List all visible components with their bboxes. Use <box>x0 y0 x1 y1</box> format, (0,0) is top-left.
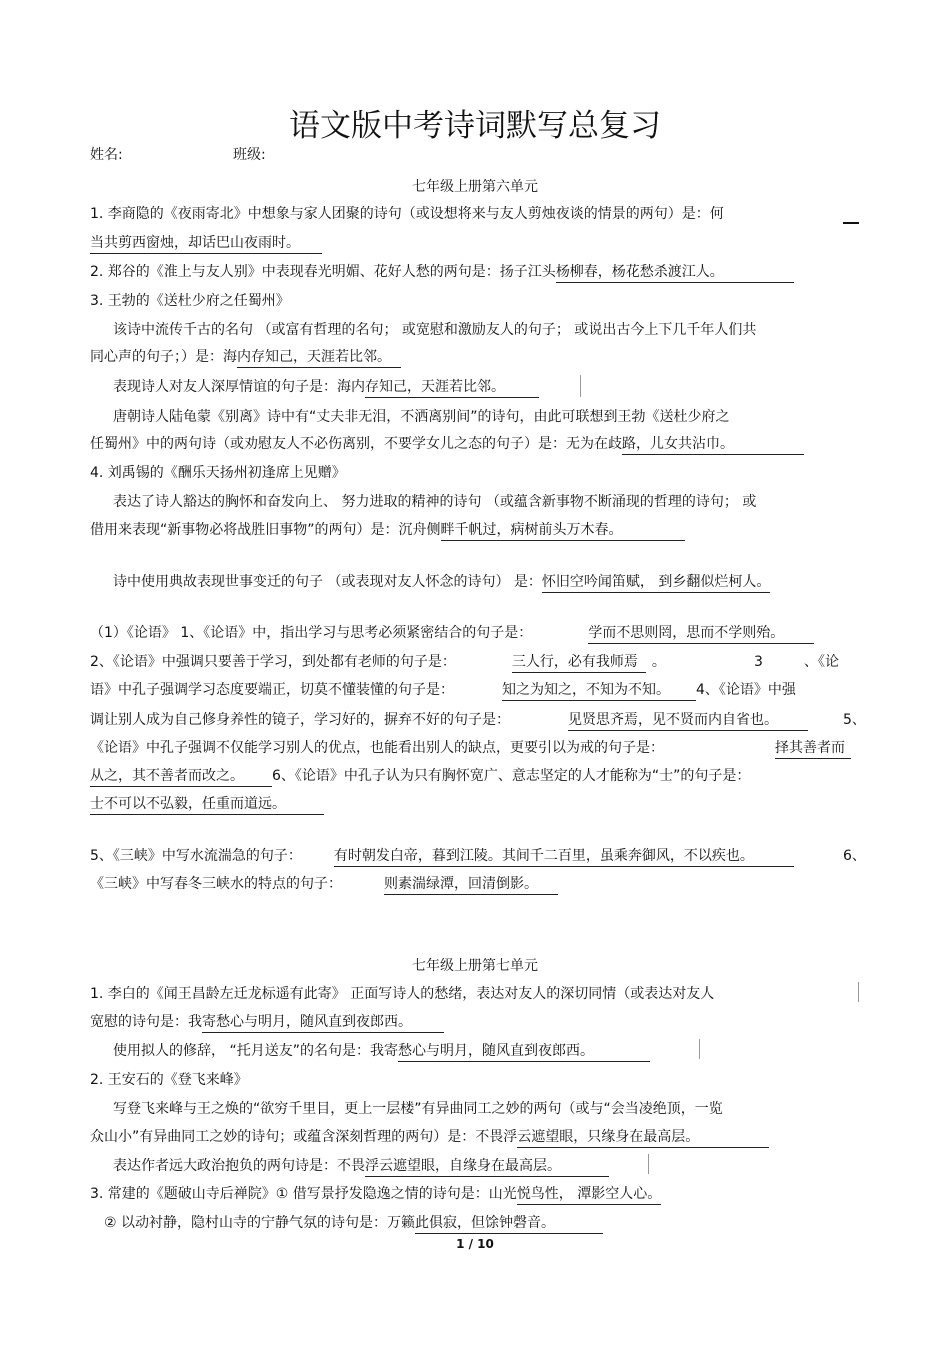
q1-answer: 当共剪西窗烛，却话巴山夜雨时。 <box>90 234 322 254</box>
lunyu3-number: 3 <box>754 654 763 670</box>
q2-question: 2. 郑谷的《淮上与友人别》中表现春光明媚、花好人愁的两句是：扬子江头 <box>90 264 556 280</box>
q4-b-answer: 怀旧空吟闻笛赋， 到乡翻似烂柯人。 <box>542 573 770 593</box>
sanxia6-question: 《三峡》中写春冬三峡水的特点的句子： <box>90 876 342 892</box>
lunyu4-question: 调让别人成为自己修身养性的镜子，学习好的，摒弃不好的句子是： <box>90 712 510 728</box>
u7-q3-b-question: ② 以动衬静，隐村山寺的宁静气氛的诗句是：万籁 <box>104 1215 415 1231</box>
q3-c2-answer: 路，儿女共沾巾。 <box>622 435 804 455</box>
q4-title: 4. 刘禹锡的《酬乐天扬州初逢席上见赠》 <box>90 465 346 481</box>
name-label: 姓名: <box>90 147 123 163</box>
q2-answer: 杨柳春，杨花愁杀渡江人。 <box>556 263 794 283</box>
q4-a2-answer: 畔千帆过，病树前头万木春。 <box>441 521 685 541</box>
margin-mark <box>580 375 581 397</box>
page-title: 语文版中考诗词默写总复习 <box>289 108 661 144</box>
u7-q1-answer: 寄愁心与明月，随风直到夜郎西。 <box>202 1013 444 1033</box>
u7-q2-a2-question: 众山小”有异曲同工之妙的诗句；或蕴含深刻哲理的两句）是：不畏浮 <box>90 1129 518 1145</box>
margin-mark <box>858 982 859 1002</box>
q3-c2-question: 任蜀州》中的两句诗（或劝慰友人不必伤离别，不要学女儿之态的句子）是：无为在歧 <box>90 436 622 452</box>
q4-b-question: 诗中使用典故表现世事变迁的句子 （或表现对友人怀念的诗句） 是： <box>113 574 542 590</box>
u7-q2-title: 2. 王安石的《登飞来峰》 <box>90 1072 248 1088</box>
margin-mark <box>648 1154 649 1174</box>
u7-q3-b-answer: 此俱寂，但馀钟磬音。 <box>415 1214 603 1234</box>
u7-q1-b-question: 使用拟人的修辞， “托月送友”的名句是：我寄 <box>113 1043 398 1059</box>
lunyu2-tail: 。 <box>651 654 666 670</box>
lunyu1-answer: 学而不思则罔，思而不学则殆。 <box>588 624 814 644</box>
page-number: 1 / 10 <box>456 1237 494 1251</box>
q3-a2-answer: 内存知己，天涯若比邻。 <box>237 348 401 368</box>
lunyu4-head: 4、《论语》中强 <box>696 682 796 698</box>
lunyu4-answer: 见贤思齐焉，见不贤而内自省也。 <box>568 711 808 731</box>
u7-q1-question-2: 宽慰的诗句是：我 <box>90 1014 202 1030</box>
q3-a2-question: 同心声的句子；）是：海 <box>90 349 237 365</box>
lunyu5-answer-1: 择其善者而 <box>775 739 851 759</box>
sanxia5-question: 5、《三峡》中写水流湍急的句子： <box>90 848 302 864</box>
u7-q2-a1: 写登飞来峰与王之焕的“欲穷千里目，更上一层楼”有异曲同工之妙的两句（或与“会当凌绝顶，一览 <box>113 1101 723 1117</box>
lunyu6-answer: 士不可以不弘毅，任重而道远。 <box>90 795 324 815</box>
q3-a1: 该诗中流传千古的名句 （或富有哲理的名句； 或宽慰和激励友人的句子； 或说出古今上下几千年人们共 <box>113 322 757 338</box>
u7-q2-b-answer: 浮云遮望眼，自缘身在最高层。 <box>365 1157 609 1177</box>
lunyu5-answer-2: 从之，其不善者而改之。 <box>90 767 272 787</box>
lunyu3-answer: 知之为知之，不知为不知。 <box>502 681 696 701</box>
answer-blank-mark <box>843 222 859 224</box>
lunyu3-head: 、《论 <box>804 654 839 670</box>
lunyu5-question: 《论语》中孔子强调不仅能学习别人的优点，也能看出别人的缺点，更要引以为戒的句子是： <box>90 740 664 756</box>
q3-c1: 唐朝诗人陆龟蒙《别离》诗中有“丈夫非无泪，不洒离别间”的诗句，由此可联想到王勃《送杜少府之 <box>113 409 730 425</box>
q4-a2-question: 借用来表现“新事物必将战胜旧事物”的两句）是：沉舟侧 <box>90 522 441 538</box>
q1-question: 1. 李商隐的《夜雨寄北》中想象与家人团聚的诗句（或设想将来与友人剪烛夜谈的情景的两句）是：何 <box>90 206 724 222</box>
sanxia6-head: 6、 <box>843 848 866 864</box>
u7-q1-b-answer: 愁心与明月，随风直到夜郎西。 <box>398 1042 650 1062</box>
lunyu2-answer: 三人行，必有我师焉 <box>512 653 646 673</box>
lunyu5-head: 5、 <box>843 712 866 728</box>
u7-q2-a2-answer: 云遮望眼，只缘身在最高层。 <box>517 1128 769 1148</box>
u7-q3-question: 3. 常建的《题破山寺后禅院》① 借写景抒发隐逸之情的诗句是：山光 <box>90 1186 517 1202</box>
lunyu6-question: 6、《论语》中孔子认为只有胸怀宽广、意志坚定的人才能称为“士”的句子是： <box>272 768 751 784</box>
q3-b-question: 表现诗人对友人深厚情谊的句子是：海内 <box>113 379 365 395</box>
lunyu3-question: 语》中孔子强调学习态度要端正，切莫不懂装懂的句子是： <box>90 682 454 698</box>
u7-q2-b-question: 表达作者远大政治抱负的两句诗是：不畏 <box>113 1158 365 1174</box>
q4-a1: 表达了诗人豁达的胸怀和奋发向上、 努力进取的精神的诗句 （或蕴含新事物不断涌现的哲理的诗句； 或 <box>113 494 757 510</box>
margin-mark <box>699 1039 700 1059</box>
q3-b-answer: 存知己，天涯若比邻。 <box>365 378 539 398</box>
sanxia5-answer: 有时朝发白帝，暮到江陵。其间千二百里，虽乘奔御风，不以疾也。 <box>334 847 794 867</box>
section-heading-unit7: 七年级上册第七单元 <box>412 958 538 974</box>
u7-q1-question: 1. 李白的《闻王昌龄左迁龙标遥有此寄》 正面写诗人的愁绪，表达对友人的深切同情（或表达对友人 <box>90 986 715 1002</box>
section-heading-unit6: 七年级上册第六单元 <box>412 179 538 195</box>
q3-title: 3. 王勃的《送杜少府之任蜀州》 <box>90 293 290 309</box>
u7-q3-answer: 悦鸟性， 潭影空人心。 <box>517 1185 661 1205</box>
sanxia6-answer: 则素湍绿潭，回清倒影。 <box>384 875 558 895</box>
lunyu1-question: （1）《论语》 1、《论语》中，指出学习与思考必须紧密结合的句子是： <box>90 625 533 641</box>
class-label: 班级: <box>233 147 266 163</box>
lunyu2-question: 2、《论语》中强调只要善于学习，到处都有老师的句子是： <box>90 654 456 670</box>
